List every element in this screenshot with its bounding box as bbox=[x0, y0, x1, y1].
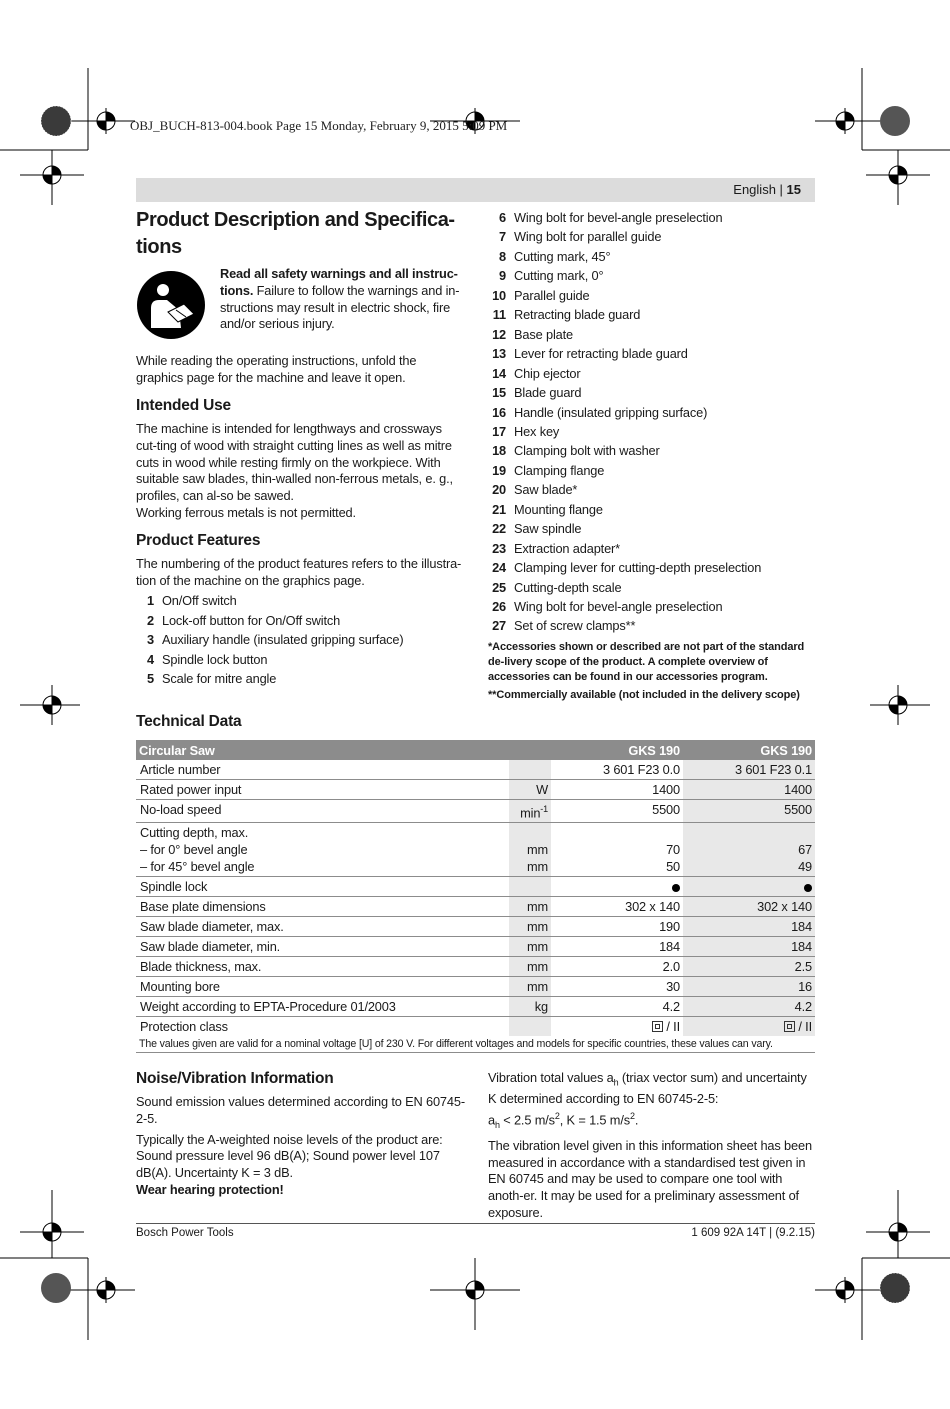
row-label: Blade thickness, max. bbox=[136, 957, 509, 977]
row-unit-sub-45: mm bbox=[526, 859, 548, 875]
feature-number: 20 bbox=[492, 482, 506, 498]
vibration-measurement-text: The vibration level given in this information sheet has been measured in accordance with a standardised test given in EN 60745 and may be used to compare one tool with anoth-er. It may be used for a preliminary assessment of exposure. bbox=[488, 1137, 812, 1220]
feature-number: 19 bbox=[492, 462, 506, 478]
noise-right-column bbox=[488, 1070, 814, 1222]
row-value-2: 184 bbox=[683, 937, 815, 957]
safety-warning-bold: Read all safety warnings and all instruc-tions. bbox=[220, 266, 458, 298]
vib-val-b: < 2.5 m/s bbox=[499, 1112, 555, 1128]
vib-val-c: , K = 1.5 m/s bbox=[559, 1112, 630, 1128]
commercial-note: **Commercially available (not included in the delivery scope) bbox=[488, 689, 800, 701]
vibration-value bbox=[488, 1108, 814, 1134]
feature-number: 5 bbox=[147, 671, 154, 687]
row-unit: mm bbox=[509, 897, 551, 917]
feature-label: Cutting-depth scale bbox=[514, 579, 622, 595]
feature-label: Clamping lever for cutting-depth preselection bbox=[514, 560, 762, 576]
feature-item bbox=[488, 521, 582, 537]
row-label: Saw blade diameter, min. bbox=[136, 937, 509, 957]
row-unit bbox=[509, 1017, 551, 1037]
row-value-2 bbox=[683, 823, 815, 877]
read-manual-icon bbox=[136, 270, 206, 340]
feature-label: Clamping flange bbox=[514, 462, 605, 478]
feature-label: Auxiliary handle (insulated gripping surface) bbox=[162, 632, 404, 648]
feature-label: On/Off switch bbox=[162, 593, 237, 608]
table-row bbox=[136, 823, 815, 877]
row-label: Rated power input bbox=[136, 780, 509, 800]
unit-base: min bbox=[520, 805, 541, 821]
noise-levels-text: Typically the A-weighted noise levels of the product are: Sound pressure level 96 dB(A); Sound power level 107 dB(A). Uncertainty K = 3 dB. bbox=[136, 1131, 443, 1181]
available-dot-icon bbox=[804, 884, 812, 892]
row-value-1 bbox=[551, 823, 683, 877]
row-label: Saw blade diameter, max. bbox=[136, 917, 509, 937]
row-label: Weight according to EPTA-Procedure 01/2003 bbox=[136, 997, 509, 1017]
table-header-model-1: GKS 190 bbox=[551, 740, 683, 760]
row-unit: mm bbox=[509, 937, 551, 957]
feature-item bbox=[488, 482, 578, 498]
feature-number: 1 bbox=[147, 593, 154, 608]
table-row bbox=[136, 917, 815, 937]
feature-item bbox=[488, 404, 708, 420]
table-row bbox=[136, 897, 815, 917]
row-value-2: 184 bbox=[683, 917, 815, 937]
row-label: Mounting bore bbox=[136, 977, 509, 997]
row-label: Base plate dimensions bbox=[136, 897, 509, 917]
vib-val-sup2: 2 bbox=[629, 1111, 635, 1122]
footer-brand: Bosch Power Tools bbox=[136, 1227, 234, 1239]
vib-text-b: (triax vector sum) and uncertainty K determined according to EN 60745-2-5: bbox=[488, 1070, 807, 1107]
feature-number: 25 bbox=[492, 579, 506, 595]
row-label: Spindle lock bbox=[136, 877, 509, 897]
feature-number: 24 bbox=[492, 560, 506, 576]
feature-item bbox=[136, 671, 277, 687]
table-row bbox=[136, 997, 815, 1017]
feature-label: Mounting flange bbox=[514, 501, 603, 517]
row-unit: W bbox=[509, 780, 551, 800]
feature-label: Cutting mark, 45° bbox=[514, 248, 611, 264]
noise-left-column bbox=[136, 1094, 466, 1199]
feature-number: 3 bbox=[147, 632, 154, 648]
feature-number: 2 bbox=[147, 612, 154, 628]
section-title-intended-use: Intended Use bbox=[136, 397, 231, 414]
feature-item bbox=[488, 540, 620, 556]
feature-item bbox=[488, 385, 582, 401]
row-value-1: 5500 bbox=[551, 800, 683, 823]
feature-number: 17 bbox=[492, 423, 506, 439]
printer-line: OBJ_BUCH-813-004.book Page 15 Monday, February 9, 2015 5:09 PM bbox=[130, 118, 508, 133]
row-value-1: 302 x 140 bbox=[551, 897, 683, 917]
feature-item bbox=[488, 307, 641, 323]
feature-item bbox=[488, 229, 662, 245]
row-unit bbox=[509, 800, 551, 823]
row-value-2-sub-45: 49 bbox=[798, 859, 812, 875]
section-title-product-description: Product Description and Specifica-tions bbox=[136, 209, 455, 258]
section-title-product-features: Product Features bbox=[136, 532, 261, 549]
feature-item bbox=[488, 268, 604, 284]
feature-label: Lock-off button for On/Off switch bbox=[162, 612, 341, 628]
feature-label: Clamping bolt with washer bbox=[514, 443, 660, 459]
intended-use-paragraph: The machine is intended for lengthways and crossways cut-ting of wood with straight cutting lines as well as mitre cuts in wood while resting firmly on the workpiece. With suitable saw blades, thin-walled non-ferrous metals, e. g., profiles, can al-so be sawed. bbox=[136, 421, 453, 504]
feature-number: 6 bbox=[499, 210, 506, 225]
feature-number: 9 bbox=[499, 268, 506, 284]
feature-item bbox=[488, 248, 611, 264]
row-label bbox=[136, 823, 509, 877]
row-value-2: 3 601 F23 0.1 bbox=[683, 760, 815, 780]
row-value-2: 16 bbox=[683, 977, 815, 997]
safety-warning bbox=[220, 266, 460, 333]
row-value-1 bbox=[551, 877, 683, 897]
accessories-note: *Accessories shown or described are not part of the standard de-livery scope of the product. A complete overview of accessories can be found in our accessories program. bbox=[488, 641, 805, 683]
feature-label: Blade guard bbox=[514, 385, 582, 401]
section-title-technical-data: Technical Data bbox=[136, 713, 242, 730]
feature-item bbox=[488, 365, 581, 381]
table-row bbox=[136, 760, 815, 780]
header-page-number: 15 bbox=[786, 182, 801, 197]
hearing-protection-warning: Wear hearing protection! bbox=[136, 1181, 284, 1197]
feature-number: 12 bbox=[492, 326, 506, 342]
table-row bbox=[136, 877, 815, 897]
feature-item bbox=[488, 210, 723, 225]
page-header bbox=[733, 182, 801, 197]
footer-doc-number: 1 609 92A 14T | (9.2.15) bbox=[691, 1227, 815, 1239]
protection-class-value: / II bbox=[666, 1019, 680, 1035]
feature-item bbox=[136, 651, 268, 667]
row-value-1: 4.2 bbox=[551, 997, 683, 1017]
table-row bbox=[136, 937, 815, 957]
row-value-2: 4.2 bbox=[683, 997, 815, 1017]
row-unit: mm bbox=[509, 957, 551, 977]
safety-warning-text: Failure to follow the warnings and in-structions may result in electric shock, fire and/or serious injury. bbox=[220, 282, 460, 332]
row-value-2: 302 x 140 bbox=[683, 897, 815, 917]
feature-item bbox=[136, 612, 341, 628]
feature-item bbox=[488, 579, 622, 595]
row-value-1: 2.0 bbox=[551, 957, 683, 977]
feature-label: Extraction adapter* bbox=[514, 540, 620, 556]
graphics-page-note: While reading the operating instructions, unfold the graphics page for the machine and leave it open. bbox=[136, 353, 417, 385]
table-header-model-2: GKS 190 bbox=[683, 740, 815, 760]
row-value-1: 30 bbox=[551, 977, 683, 997]
vib-text-a: Vibration total values a bbox=[488, 1070, 614, 1085]
table-header-unit bbox=[509, 740, 551, 760]
row-value-2 bbox=[683, 1017, 815, 1037]
feature-number: 14 bbox=[492, 365, 506, 381]
row-value-1-sub-45: 50 bbox=[666, 859, 680, 875]
feature-label: Handle (insulated gripping surface) bbox=[514, 404, 708, 420]
feature-item bbox=[488, 618, 636, 634]
feature-label: Lever for retracting blade guard bbox=[514, 346, 688, 362]
row-value-1: 190 bbox=[551, 917, 683, 937]
row-value-1: 3 601 F23 0.0 bbox=[551, 760, 683, 780]
row-value-2: 5500 bbox=[683, 800, 815, 823]
feature-number: 27 bbox=[492, 618, 506, 634]
feature-item bbox=[488, 423, 560, 439]
feature-label: Saw blade* bbox=[514, 482, 578, 498]
vib-sub: h bbox=[613, 1077, 619, 1088]
feature-label: Retracting blade guard bbox=[514, 307, 641, 323]
feature-label: Wing bolt for bevel-angle preselection bbox=[514, 599, 723, 614]
vibration-values-text bbox=[488, 1070, 814, 1108]
feature-number: 21 bbox=[492, 501, 506, 517]
feature-item bbox=[488, 443, 660, 459]
row-value-2: 1400 bbox=[683, 780, 815, 800]
unit-superscript: -1 bbox=[540, 804, 548, 814]
feature-item bbox=[488, 462, 605, 478]
noise-emission-text: Sound emission values determined according to EN 60745-2-5. bbox=[136, 1094, 465, 1126]
row-label-sub-45: – for 45° bevel angle bbox=[140, 859, 255, 875]
row-label-sub-0: – for 0° bevel angle bbox=[140, 842, 248, 858]
row-unit bbox=[509, 760, 551, 780]
feature-item bbox=[488, 346, 688, 362]
feature-label: Parallel guide bbox=[514, 287, 590, 303]
feature-label: Base plate bbox=[514, 326, 573, 342]
feature-item bbox=[136, 593, 237, 608]
intended-use-restriction: Working ferrous metals is not permitted. bbox=[136, 504, 356, 520]
vib-val-d: . bbox=[634, 1112, 639, 1128]
feature-item bbox=[488, 501, 603, 517]
row-label: Article number bbox=[136, 760, 509, 780]
row-value-1: 184 bbox=[551, 937, 683, 957]
feature-label: Set of screw clamps** bbox=[514, 618, 636, 634]
intended-use-text bbox=[136, 421, 464, 522]
table-row bbox=[136, 977, 815, 997]
row-value-1-sub-0: 70 bbox=[666, 842, 680, 858]
vib-val-sub: h bbox=[494, 1119, 500, 1130]
feature-item bbox=[488, 560, 762, 576]
table-row bbox=[136, 957, 815, 977]
row-unit: mm bbox=[509, 917, 551, 937]
technical-data-table bbox=[136, 740, 815, 1053]
header-bar bbox=[136, 178, 815, 202]
feature-label: Wing bolt for parallel guide bbox=[514, 229, 662, 245]
feature-item bbox=[488, 326, 573, 342]
feature-number: 26 bbox=[492, 599, 506, 614]
feature-number: 23 bbox=[492, 540, 506, 556]
feature-item bbox=[488, 599, 723, 614]
row-label: No-load speed bbox=[136, 800, 509, 823]
feature-label: Chip ejector bbox=[514, 365, 581, 381]
feature-number: 10 bbox=[492, 287, 506, 303]
feature-number: 18 bbox=[492, 443, 506, 459]
row-label: Protection class bbox=[140, 1019, 228, 1035]
footer-divider bbox=[136, 1223, 815, 1224]
feature-label: Cutting mark, 0° bbox=[514, 268, 604, 284]
feature-label: Scale for mitre angle bbox=[162, 671, 277, 687]
feature-label: Wing bolt for bevel-angle preselection bbox=[514, 210, 723, 225]
protection-class-icon bbox=[784, 1021, 795, 1032]
table-row bbox=[136, 800, 815, 823]
vib-val-sup: 2 bbox=[554, 1111, 560, 1122]
row-unit: kg bbox=[509, 997, 551, 1017]
row-unit bbox=[509, 877, 551, 897]
row-unit bbox=[509, 823, 551, 877]
feature-number: 8 bbox=[499, 248, 506, 264]
feature-label: Spindle lock button bbox=[162, 651, 268, 667]
section-title-noise-vibration: Noise/Vibration Information bbox=[136, 1070, 334, 1087]
feature-number: 7 bbox=[499, 229, 506, 245]
row-value-2 bbox=[683, 877, 815, 897]
row-value-2: 2.5 bbox=[683, 957, 815, 977]
feature-number: 13 bbox=[492, 346, 506, 362]
row-value-1: 1400 bbox=[551, 780, 683, 800]
table-footnote: The values given are valid for a nominal voltage [U] of 230 V. For different voltages and models for specific countries, these values can vary. bbox=[136, 1036, 815, 1053]
vib-val-a: a bbox=[488, 1112, 495, 1128]
feature-item bbox=[136, 632, 404, 648]
feature-number: 11 bbox=[492, 307, 506, 323]
available-dot-icon bbox=[672, 884, 680, 892]
feature-label: Hex key bbox=[514, 423, 560, 439]
feature-label: Saw spindle bbox=[514, 521, 582, 537]
feature-number: 15 bbox=[492, 385, 506, 401]
row-unit: mm bbox=[509, 977, 551, 997]
header-separator: | bbox=[775, 182, 787, 197]
protection-class-icon bbox=[652, 1021, 663, 1032]
feature-item bbox=[488, 287, 590, 303]
table-footnote-row bbox=[136, 1036, 815, 1053]
row-label-main: Cutting depth, max. bbox=[140, 825, 249, 841]
table-header-row bbox=[136, 740, 815, 760]
table-row bbox=[136, 1017, 815, 1037]
table-row bbox=[136, 780, 815, 800]
feature-number: 4 bbox=[147, 651, 154, 667]
row-value-1 bbox=[551, 1017, 683, 1037]
row-value-2-sub-0: 67 bbox=[798, 842, 812, 858]
feature-number: 22 bbox=[492, 521, 506, 537]
features-intro: The numbering of the product features refers to the illustra-tion of the machine on the graphics page. bbox=[136, 556, 462, 588]
row-unit-sub-0: mm bbox=[526, 842, 548, 858]
protection-class-value: / II bbox=[798, 1019, 812, 1035]
header-language: English bbox=[733, 182, 776, 197]
table-header-label: Circular Saw bbox=[136, 740, 509, 760]
feature-number: 16 bbox=[492, 404, 506, 420]
